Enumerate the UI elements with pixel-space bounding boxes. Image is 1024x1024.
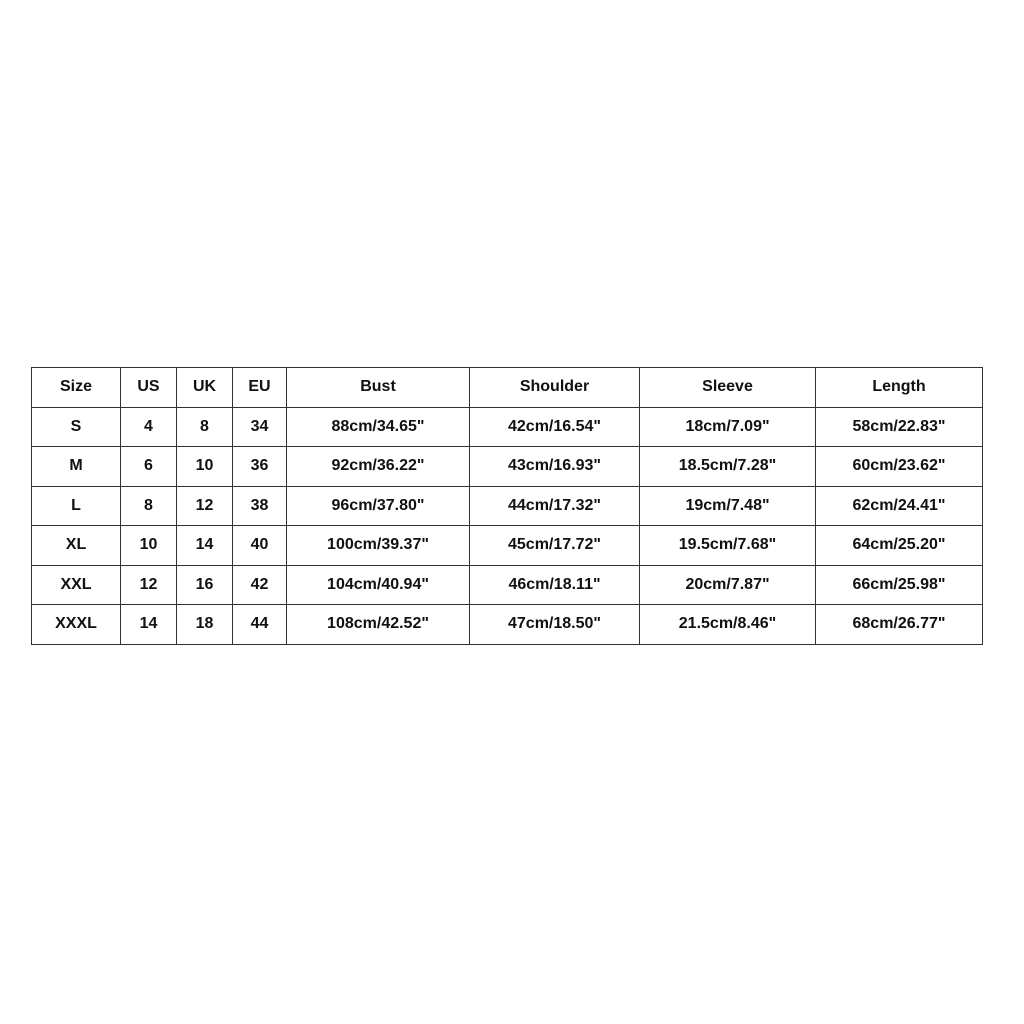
cell-bust: 88cm/34.65" bbox=[287, 407, 470, 447]
table-row bbox=[32, 486, 983, 526]
cell-us: 8 bbox=[121, 486, 177, 526]
cell-uk: 8 bbox=[177, 407, 233, 447]
size-chart-table bbox=[31, 367, 983, 645]
cell-length: 66cm/25.98" bbox=[816, 565, 983, 605]
cell-eu: 38 bbox=[233, 486, 287, 526]
cell-us: 14 bbox=[121, 605, 177, 645]
cell-shoulder: 46cm/18.11" bbox=[470, 565, 640, 605]
column-header-eu: EU bbox=[233, 368, 287, 408]
cell-shoulder: 44cm/17.32" bbox=[470, 486, 640, 526]
cell-size: M bbox=[32, 447, 121, 487]
cell-eu: 36 bbox=[233, 447, 287, 487]
cell-eu: 40 bbox=[233, 526, 287, 566]
cell-us: 12 bbox=[121, 565, 177, 605]
cell-size: XL bbox=[32, 526, 121, 566]
cell-length: 62cm/24.41" bbox=[816, 486, 983, 526]
column-header-bust: Bust bbox=[287, 368, 470, 408]
cell-uk: 16 bbox=[177, 565, 233, 605]
table-row bbox=[32, 407, 983, 447]
cell-sleeve: 18.5cm/7.28" bbox=[640, 447, 816, 487]
cell-bust: 108cm/42.52" bbox=[287, 605, 470, 645]
cell-us: 4 bbox=[121, 407, 177, 447]
column-header-length: Length bbox=[816, 368, 983, 408]
cell-bust: 92cm/36.22" bbox=[287, 447, 470, 487]
cell-length: 58cm/22.83" bbox=[816, 407, 983, 447]
cell-sleeve: 19.5cm/7.68" bbox=[640, 526, 816, 566]
cell-shoulder: 47cm/18.50" bbox=[470, 605, 640, 645]
cell-uk: 12 bbox=[177, 486, 233, 526]
table-row bbox=[32, 447, 983, 487]
cell-bust: 104cm/40.94" bbox=[287, 565, 470, 605]
column-header-size: Size bbox=[32, 368, 121, 408]
cell-shoulder: 42cm/16.54" bbox=[470, 407, 640, 447]
column-header-uk: UK bbox=[177, 368, 233, 408]
cell-uk: 14 bbox=[177, 526, 233, 566]
cell-uk: 18 bbox=[177, 605, 233, 645]
cell-us: 10 bbox=[121, 526, 177, 566]
cell-us: 6 bbox=[121, 447, 177, 487]
column-header-shoulder: Shoulder bbox=[470, 368, 640, 408]
column-header-sleeve: Sleeve bbox=[640, 368, 816, 408]
table-row bbox=[32, 526, 983, 566]
cell-uk: 10 bbox=[177, 447, 233, 487]
cell-sleeve: 19cm/7.48" bbox=[640, 486, 816, 526]
cell-size: XXXL bbox=[32, 605, 121, 645]
cell-bust: 100cm/39.37" bbox=[287, 526, 470, 566]
cell-size: S bbox=[32, 407, 121, 447]
cell-sleeve: 18cm/7.09" bbox=[640, 407, 816, 447]
cell-size: XXL bbox=[32, 565, 121, 605]
cell-length: 68cm/26.77" bbox=[816, 605, 983, 645]
cell-size: L bbox=[32, 486, 121, 526]
cell-sleeve: 21.5cm/8.46" bbox=[640, 605, 816, 645]
cell-eu: 42 bbox=[233, 565, 287, 605]
column-header-us: US bbox=[121, 368, 177, 408]
cell-shoulder: 43cm/16.93" bbox=[470, 447, 640, 487]
cell-eu: 34 bbox=[233, 407, 287, 447]
table-row bbox=[32, 565, 983, 605]
cell-sleeve: 20cm/7.87" bbox=[640, 565, 816, 605]
table-header-row bbox=[32, 368, 983, 408]
cell-eu: 44 bbox=[233, 605, 287, 645]
cell-shoulder: 45cm/17.72" bbox=[470, 526, 640, 566]
cell-length: 60cm/23.62" bbox=[816, 447, 983, 487]
cell-length: 64cm/25.20" bbox=[816, 526, 983, 566]
table-row bbox=[32, 605, 983, 645]
cell-bust: 96cm/37.80" bbox=[287, 486, 470, 526]
